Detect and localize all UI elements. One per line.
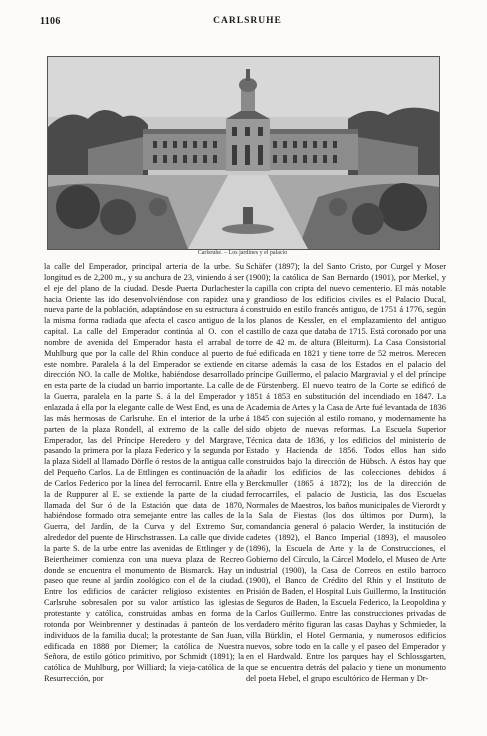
page-header xyxy=(40,16,455,30)
palace-gardens-photo xyxy=(47,56,440,250)
photo-illustration xyxy=(48,57,439,249)
body-paragraph-left: la calle del Emperador, principal arteria de la urbe. Su longitud es de 2,200 m., y su anchura de 23, viniendo á ser el eje del plano de la ciudad. Desde Puerta Durlachester hacia Oriente las ido desenvolviéndose con rapidez una nueva parte de la población, adaptándose en su estructura á la misma forma radiada que afecta el casco antiguo de la capital. La calle del Emperador continúa al O. con el nombre de avenida del Emperador hasta el arrabal de Muhlburg que por la calle del Rhin conduce al puerto de este nombre. Paralela á la del Emperador se extiende en dirección NO. la calle de Moltke, habiéndose desarrollado en esta parte de la ciudad un barrio importante. La calle de la Guerra, paralela en la parte S. á la del Emperador y enlazada á ella por la elegante calle de West End, es una de las más hermosas de Carlsruhe. En el interior de la urbe parten de la plaza Rondell, al extremo de la calle del Emperador, las del Príncipe Heredero y del Margrave, pasando la primera por la plaza Federico y la segunda por la plaza Sidell al llamado Dörfle ó restos de la antigua calle del Pequeño Carlos. La de Ettlingen es continuación de la de Carlos Federico por la línea del ferrocarril. Entre ella y la de Ruppurer al E. se extiende la parte de la ciudad llamada del Sur ó de la Estación que data de 1870, habiéndose formado otra semejante entre las calles de la Guerra, del Jardín, de la Curva y del Extremo Sur, alrededor del puente de Hirschstrassen. La calle que divide la parte S. de la urbe entre las avenidas de Ettlinger y de Beiertheimer comienza con una nueva plaza de Recreo donde se encuentra el monumento de Bismarck. Hay un paseo que reune al jardín zoológico con el de la ciudad. Entre los edificios de carácter religioso existentes en Carlsruhe sobresalen por su valor artístico las iglesias protestante y católica, construidas ambas en forma de rotonda por Weinbrenner y destinadas á panteón de los individuos de la familia ducal; la protestante de San Juan, edificada en 1888 por Diemer; la católica de Nuestra Señora, de estilo gótico primitivo, por Schmidt (1891); la católica de Muhlburg, por Williard; la vieja-católica de la Resurrección, por xyxy=(44,262,244,684)
body-paragraph-right: Schäfer (1897); la del Santo Cristo, por Curgel y Moser (1900); la católica de San Bernardo (1901), por Merkel, y la capilla con cripta del nuevo cementerio. El más notable y grandioso de los edificios civiles es el Palacio Ducal, construido en estilo francés antiguo, de 1751 á 1776, según los planos de Kessler, en el emplazamiento del antiguo castillo de caza que databa de 1715. Está coronado por una torre de 42 m. de altura (Bleiturm). La Casa Consistorial fué edificada en 1821 y tiene torre de 52 metros. Merecen citarse además la casa de los Estados en el palacio del príncipe Guillermo, el palacio Margravial y el del príncipe de Fürstenberg. El nuevo teatro de la Corte se edificó de 1851 á 1853 en substitución del incendiado en 1847. La Academia de Artes y la Casa de Arte fué levantada de 1836 á 1845 con sujeción al estilo romano, y modernamente ha sido objeto de nuevas reformas. La Escuela Superior Técnica data de 1836, y los edificios del ministerio de Estado y Hacienda de 1856. Todos ellos han sido construidos bajo la dirección de Hübsch. A éstos hay que añadir los edificios de las colecciones debidos á Berckmuller (1865 á 1872); los de la dirección de ferrocarriles, el palacio de Justicia, las dos Escuelas Normales de Maestros, los baños municipales de Vierordt y la Sala de Fiestas (los dos últimos por Durm), la comandancia general ó palacio Werder, la institución de cadetes (1892), el Banco Imperial (1893), el mausoleo (1896), la Escuela de Arte y la de Construcciones, el Gobierno del Círculo, la Cárcel Modelo, el Museo de Arte industrial (1900), la Casa de Correos en estilo barroco (1900), el Banco de Crédito del Rhin y el Instituto de Prisión de Baden, el Hospital Luis Guillermo, la Institución de Seguros de Baden, la Escuela Federico, la Leopoldina y la Carlos Guillermo. Entre las construcciones privadas de verdadero mérito figuran las casas Dayhas y Schmieder, la villa Bürklin, el Hotel Germania, y numerosos edificios nuevos, sobre todo en la calle y el paseo del Emperador y en el Hardwald. Entre los parques hay el Schlossgarten, que se encuentra detrás del palacio y tiene un monumento del poeta Hebel, el grupo escultórico de Herman y Dr- xyxy=(246,262,446,684)
figure-caption: Carlsruhe. – Los jardines y el palacio xyxy=(197,250,288,256)
text-column-right xyxy=(246,262,446,730)
text-column-left xyxy=(44,262,244,730)
running-title: CARLSRUHE xyxy=(213,16,282,26)
page-number: 1106 xyxy=(40,16,61,27)
